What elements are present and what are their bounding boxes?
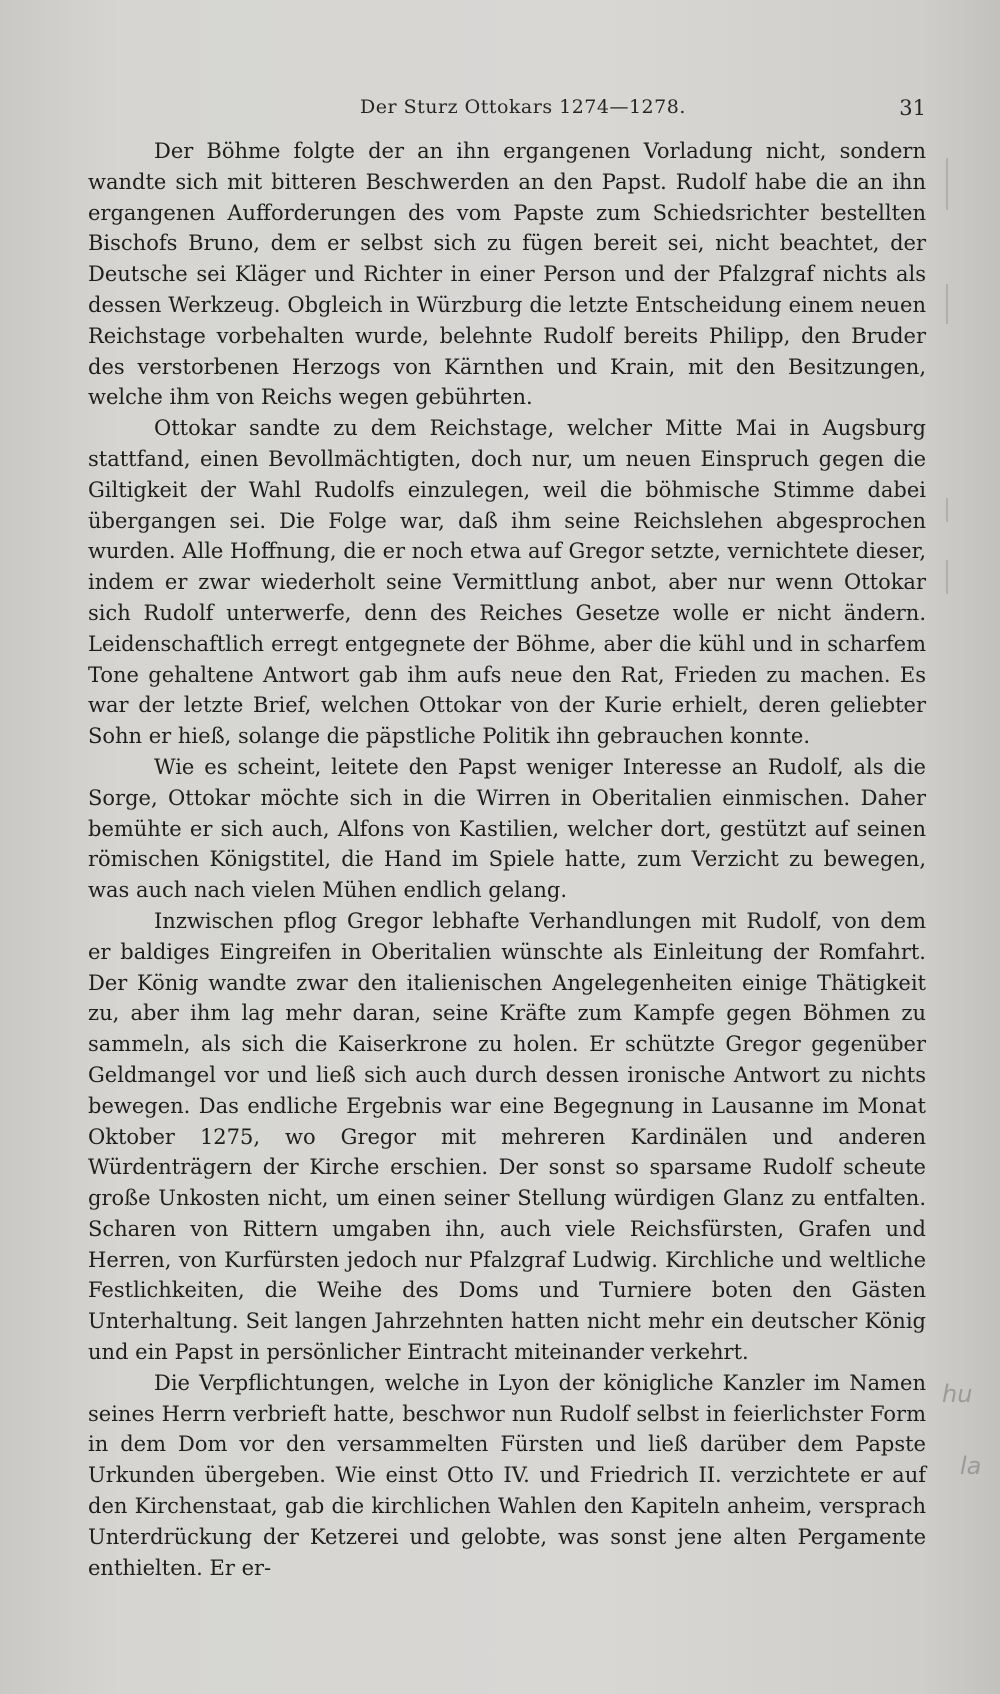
body-text (88, 136, 926, 1583)
paragraph: Wie es scheint, leitete den Papst weniger Interesse an Rudolf, als die Sorge, Ottokar möchte sich in die Wirren in Oberitalien einmischen. Daher bemühte er sich auch, Alfons von Kastilien, welcher dort, gestützt auf seinen römischen Königstitel, die Hand im Spiele hatte, zum Verzicht zu bewegen, was auch nach vielen Mühen endlich gelang. (88, 754, 926, 903)
pencil-margin-notes (940, 1360, 1000, 1560)
paragraph: Inzwischen pflog Gregor lebhafte Verhandlungen mit Rudolf, von dem er baldiges Eingreifen in Oberitalien wünschte als Einleitung der Romfahrt. Der König wandte zwar den italienischen Angelegenheiten einige Thätigkeit zu, aber ihm lag mehr daran, seine Kräfte zum Kampfe gegen Böhmen zu sammeln, als sich die Kaiserkrone zu holen. Er schützte Gregor gegenüber Geldmangel vor und ließ sich auch durch dessen ironische Antwort zu nichts bewegen. Das endliche Ergebnis war eine Begegnung in Lausanne im Monat Oktober 1275, wo Gregor mit mehreren Kardinälen und anderen Würdenträgern der Kirche erschien. Der sonst so sparsame Rudolf scheute große Unkosten nicht, um einen seiner Stellung würdigen Glanz zu entfalten. Scharen von Rittern umgaben ihn, auch viele Reichsfürsten, Grafen und Herren, von Kurfürsten jedoch nur Pfalzgraf Ludwig. Kirchliche und weltliche Festlichkeiten, die Weihe des Doms und Turniere boten den Gästen Unterhaltung. Seit langen Jahrzehnten hatten nicht mehr ein deutscher König und ein Papst in persönlicher Eintracht miteinander verkehrt. (88, 908, 926, 1365)
paragraph: Ottokar sandte zu dem Reichstage, welcher Mitte Mai in Augsburg stattfand, einen Bevollmächtigten, doch nur, um neuen Einspruch gegen die Giltigkeit der Wahl Rudolfs einzulegen, weil die böhmische Stimme dabei übergangen sei. Die Folge war, daß ihm seine Reichslehen abgesprochen wurden. Alle Hoffnung, die er noch etwa auf Gregor setzte, vernichtete dieser, indem er zwar wiederholt seine Vermittlung anbot, aber nur wenn Ottokar sich Rudolf unterwerfe, denn des Reiches Gesetze wolle er nicht ändern. Leidenschaftlich erregt entgegnete der Böhme, aber die kühl und in scharfem Tone gehaltene Antwort gab ihm aufs neue den Rat, Frieden zu machen. Es war der letzte Brief, welchen Ottokar von der Kurie erhielt, deren geliebter Sohn er hieß, solange die päpstliche Politik ihn gebrauchen konnte. (88, 416, 926, 749)
margin-edge-mark (946, 284, 948, 324)
pencil-note: hu (942, 1380, 973, 1408)
page-number: 31 (899, 96, 926, 120)
page-header (88, 96, 926, 132)
margin-edge-mark (946, 498, 948, 522)
pencil-note: la (960, 1452, 982, 1480)
margin-edge-mark (946, 560, 948, 594)
paragraph: Die Verpflichtungen, welche in Lyon der königliche Kanzler im Namen seines Herrn verbrieft hatte, beschwor nun Rudolf selbst in feierlichster Form in dem Dom vor den versammelten Fürsten und ließ darüber dem Papste Urkunden übergeben. Wie einst Otto IV. und Friedrich II. verzichtete er auf den Kirchenstaat, gab die kirchlichen Wahlen den Kapiteln anheim, versprach Unterdrückung der Ketzerei und gelobte, was sonst jene alten Pergamente enthielten. Er er- (88, 1370, 926, 1580)
running-title: Der Sturz Ottokars 1274—1278. (360, 96, 686, 118)
paragraph: Der Böhme folgte der an ihn ergangenen Vorladung nicht, sondern wandte sich mit bitteren Beschwerden an den Papst. Rudolf habe die an ihn ergangenen Aufforderungen des vom Papste zum Schiedsrichter bestellten Bischofs Bruno, dem er selbst sich zu fügen bereit sei, nicht beachtet, der Deutsche sei Kläger und Richter in einer Person und der Pfalzgraf nichts als dessen Werkzeug. Obgleich in Würzburg die letzte Entscheidung einem neuen Reichstage vorbehalten wurde, belehnte Rudolf bereits Philipp, den Bruder des verstorbenen Herzogs von Kärnthen und Krain, mit den Besitzungen, welche ihm von Reichs wegen gebührten. (88, 139, 926, 410)
margin-edge-mark (946, 158, 948, 210)
